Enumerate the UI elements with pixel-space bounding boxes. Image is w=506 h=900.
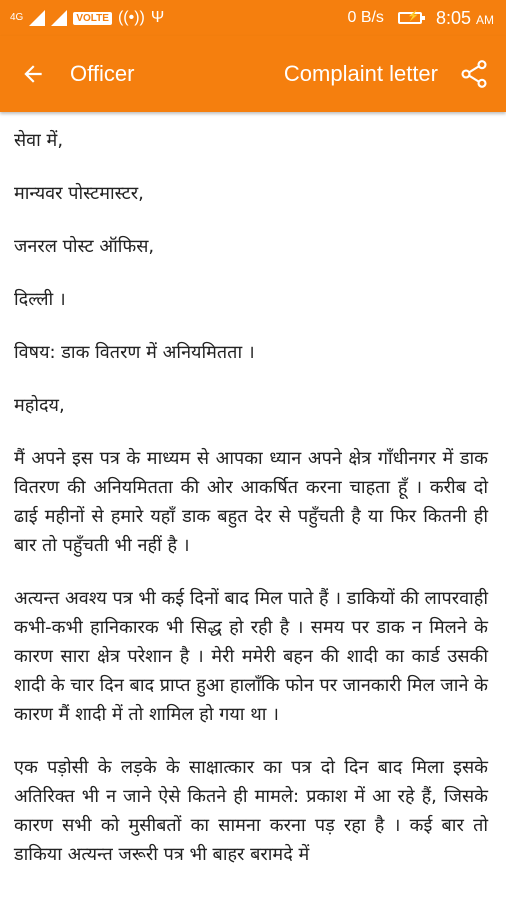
- letter-city: दिल्ली ।: [14, 289, 66, 310]
- letter-office: जनरल पोस्ट ऑफिस,: [14, 236, 155, 257]
- letter-recipient: मान्यवर पोस्टमास्टर,: [14, 183, 144, 204]
- arrow-left-icon: [20, 61, 46, 87]
- letter-content: [0, 112, 506, 900]
- letter-greeting: महोदय,: [14, 395, 65, 416]
- clock-ampm: AM: [476, 12, 494, 27]
- clock: [436, 8, 494, 29]
- app-title-left: Officer: [70, 61, 135, 86]
- share-icon: [458, 58, 490, 90]
- data-speed: 0 B/s: [347, 9, 384, 26]
- letter-paragraph-2: अत्यन्त अवश्य पत्र भी कई दिनों बाद मिल पाते हैं । डाकियों की लापरवाही कभी-कभी हानिकारक भी सिद्ध हो रही है । समय पर डाक न मिलने के कारण सारा क्षेत्र परेशान है । मेरी ममेरी बहन की शादी का कार्ड उसकी शादी के चार दिन बाद प्राप्त हुआ हालाँकि फोन पर जानकारी मिल जाने के कारण मैं शादी में तो शामिल हो गया था ।: [14, 588, 488, 725]
- usb-icon: Ψ: [150, 9, 165, 26]
- hotspot-icon: ((•)): [117, 9, 145, 26]
- clock-time: 8:05: [435, 7, 471, 28]
- status-right: [347, 8, 494, 29]
- letter-paragraph-3: एक पड़ोसी के लड़के के साक्षात्कार का पत्र दो दिन बाद मिला इसके अतिरिक्त भी न जाने ऐसे कितने ही मामले: प्रकाश में आ रहे हैं, जिसके कारण सभी को मुसीबतों का सामना करना पड़ रहा है । कई बार तो डाकिया अत्यन्त जरूरी पत्र भी बाहर बरामदे में: [14, 757, 488, 865]
- signal-icon-2: [51, 10, 67, 26]
- page-title: Complaint letter: [283, 61, 438, 86]
- back-button[interactable]: [20, 54, 60, 94]
- signal-icon: [29, 10, 45, 26]
- share-button[interactable]: [456, 56, 492, 92]
- network-type-label: 4G: [10, 12, 24, 23]
- status-bar: [0, 0, 506, 36]
- letter-subject: विषय: डाक वितरण में अनियमितता ।: [14, 342, 255, 363]
- status-left: [10, 9, 164, 27]
- letter-salutation-to: सेवा में,: [14, 130, 64, 151]
- letter-paragraph-1: मैं अपने इस पत्र के माध्यम से आपका ध्यान अपने क्षेत्र गाँधीनगर में डाक वितरण की अनियमितता की ओर आकर्षित करना चाहता हूँ । करीब दो ढाई महीनों से हमारे यहाँ डाक बहुत देर से पहुँचती है या फिर कितनी ही बार तो पहुँचती भी नहीं है ।: [14, 448, 488, 556]
- app-bar: [0, 36, 506, 112]
- battery-charging-icon: ⚡: [398, 12, 422, 24]
- volte-badge: VOLTE: [73, 12, 112, 25]
